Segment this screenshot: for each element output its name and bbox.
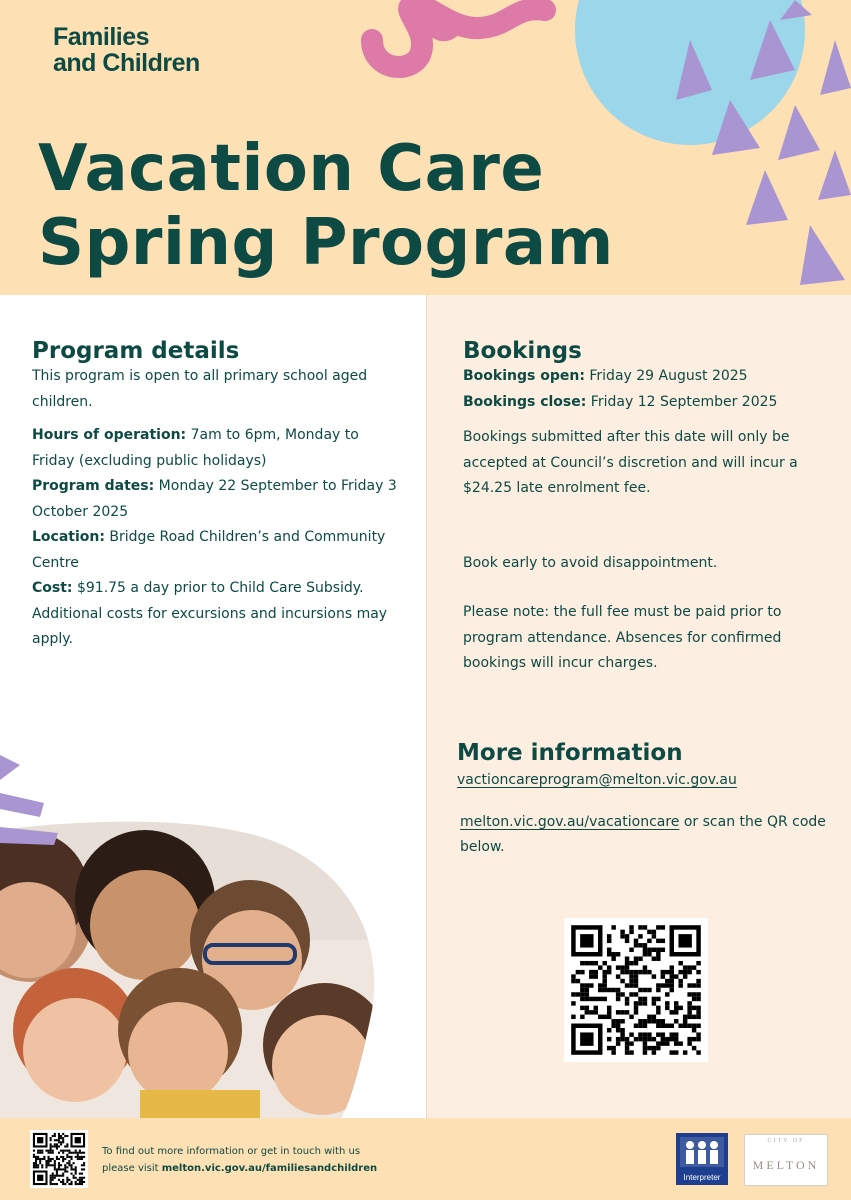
child-face (23, 998, 127, 1102)
email-link[interactable]: vactioncareprogram@melton.vic.gov.au (457, 772, 737, 788)
late-booking-note: Bookings submitted after this date will only be accepted at Council’s discretion and will incur a $24.25 late enrolment fee. (463, 429, 798, 496)
qr-code-families (30, 1130, 88, 1188)
pink-swirl-shape (372, 4, 545, 67)
families-link[interactable]: melton.vic.gov.au/familiesandchildren (161, 1163, 378, 1174)
purple-stripes (0, 755, 60, 845)
interpreter-icon (676, 1133, 728, 1169)
more-information-heading: More information (457, 740, 683, 766)
child-face (272, 1015, 372, 1115)
program-location: Location: Bridge Road Children’s and Community Centre (32, 529, 386, 571)
website-line: melton.vic.gov.au/vacationcare or scan the QR code below. (460, 813, 826, 855)
header-banner (0, 0, 851, 295)
program-details-heading: Program details (32, 338, 240, 364)
children-photo (0, 820, 400, 1120)
bookings-heading: Bookings (463, 338, 582, 364)
program-details-section (32, 338, 402, 653)
city-of-melton-logo: CITY OF MELTON (744, 1134, 828, 1186)
program-dates: Program dates: Monday 22 September to Friday 3 October 2025 (32, 478, 397, 520)
website-link[interactable]: melton.vic.gov.au/vacationcare (460, 813, 680, 830)
qr-code-vacationcare (564, 918, 708, 1062)
page-title (38, 132, 614, 280)
bookings-close: Bookings close: Friday 12 September 2025 (463, 393, 778, 410)
program-intro: This program is open to all primary school aged children. (32, 368, 368, 410)
qr-code-small-image (30, 1130, 88, 1188)
families-and-children-logo: Families and Children (53, 23, 200, 77)
qr-code-image (564, 918, 708, 1062)
book-early-note: Book early to avoid disappointment. (463, 554, 718, 571)
child-face (128, 1002, 228, 1102)
bookings-section (463, 338, 833, 677)
program-cost: Cost: $91.75 a day prior to Child Care Subsidy. Additional costs for excursions and incursions may apply. (32, 580, 388, 647)
more-information-section (457, 740, 827, 861)
title-line-2: Spring Program (38, 206, 614, 280)
interpreter-logo: Interpreter (676, 1133, 728, 1185)
child-face (90, 870, 200, 980)
bookings-open: Bookings open: Friday 29 August 2025 (463, 368, 748, 384)
hours-of-operation: Hours of operation: 7am to 6pm, Monday to Friday (excluding public holidays) (32, 427, 359, 469)
fee-note: Please note: the full fee must be paid prior to program attendance. Absences for confirmed bookings will incur charges. (463, 604, 782, 671)
footer-text: To find out more information or get in touch with us please visit melton.vic.gov.au/familiesandchildren (102, 1146, 378, 1174)
title-line-1: Vacation Care (38, 132, 545, 206)
